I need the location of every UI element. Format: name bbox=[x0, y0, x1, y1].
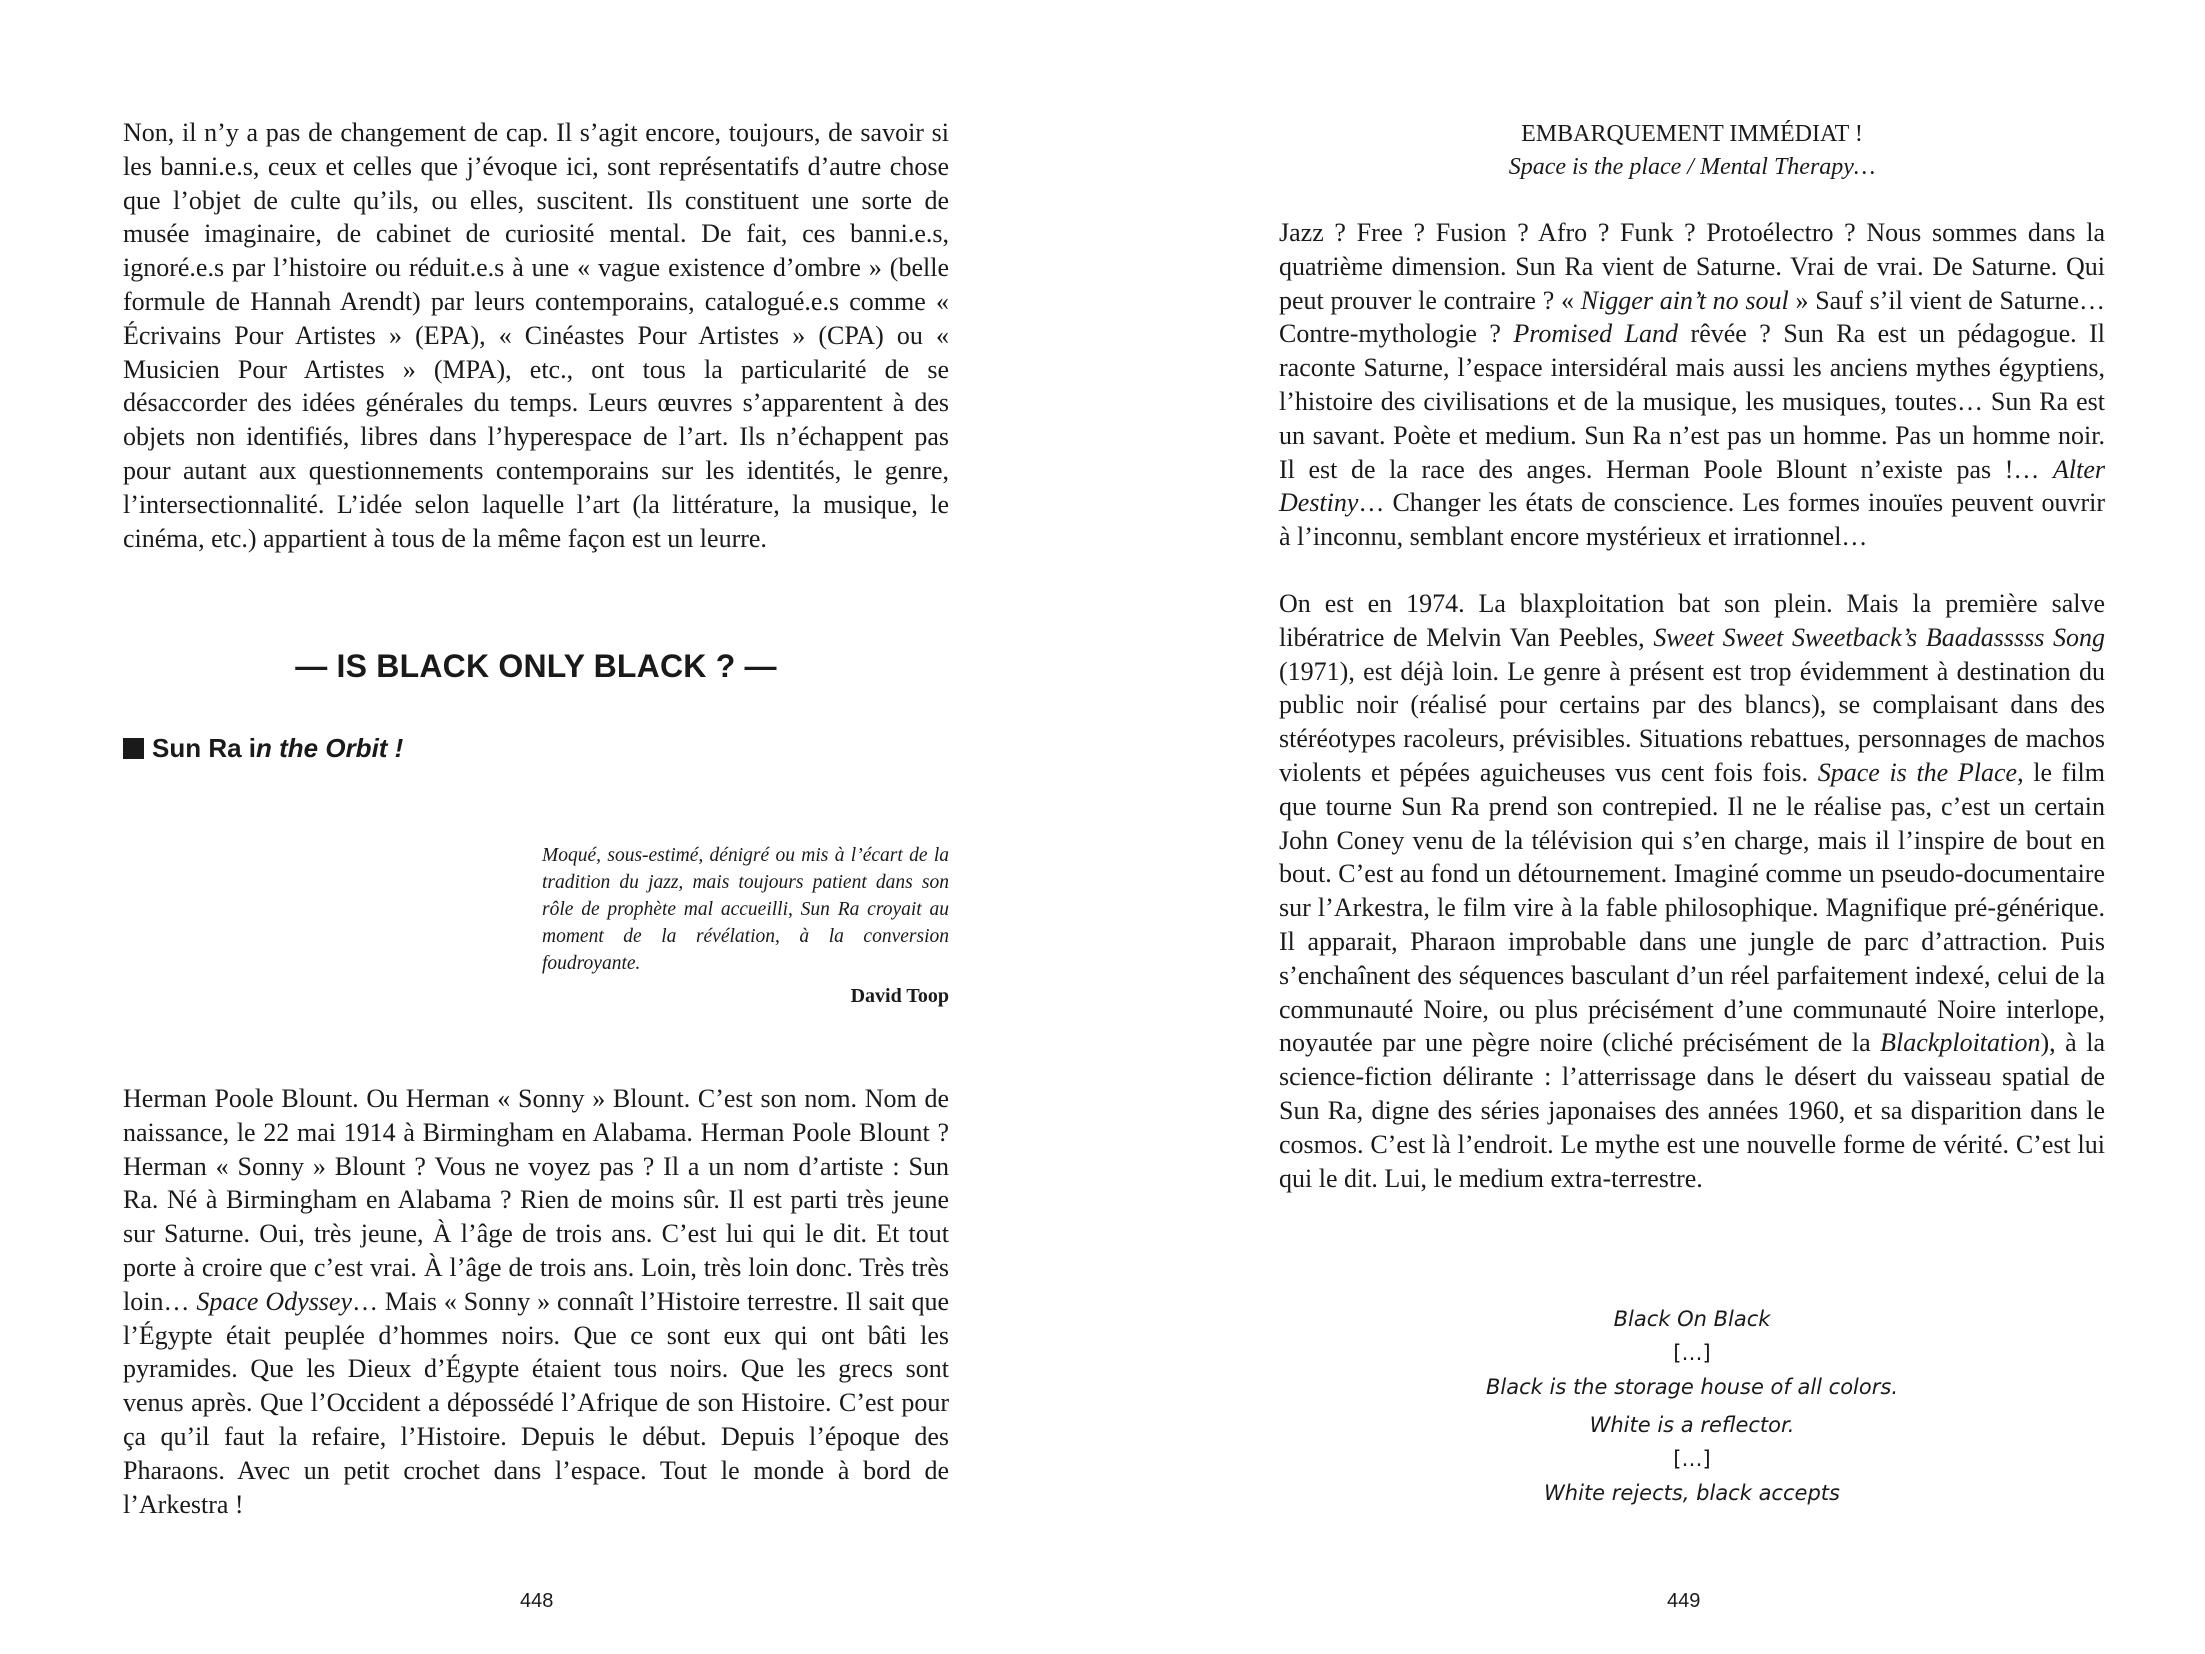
paragraph-2 bbox=[1279, 587, 2105, 1195]
running-head bbox=[1279, 118, 2105, 184]
text-segment: (1971), est déjà loin. Le genre à présent est trop évidemment à destination du public noir (réalisé pour certains par des blancs), se complaisant dans des stéréotypes racoleurs, prévisibles. Situations rebattues, personnages de machos violents et pépées aguicheuses vus cent fois fois. bbox=[1279, 656, 2105, 787]
text-italic: Alter Destiny bbox=[1279, 454, 2105, 518]
running-head-subtitle: Space is the place / Mental Therapy… bbox=[1508, 154, 1876, 180]
epigraph-quote: Moqué, sous-estimé, dénigré ou mis à l’écart de la tradition du jazz, mais toujours patient dans son rôle de prophète mal accueilli, Sun Ra croyait au moment de la révélation, à la conversion foudroyante. bbox=[542, 845, 949, 974]
subsection-heading bbox=[123, 733, 403, 764]
left-page bbox=[0, 0, 1102, 1654]
intro-paragraph: Non, il n’y a pas de changement de cap. Il s’agit encore, toujours, de savoir si les banni.e.s, ceux et celles que j’évoque ici, sont représentatifs d’autre chose que l’objet de culte qu’ils, ou elles, suscitent. Ils constituent une sorte de musée imaginaire, de cabinet de curiosité mental. De fait, ces banni.e.s, ignoré.e.s par l’histoire ou réduit.e.s à une « vague existence d’ombre » (belle formule de Hannah Arendt) par leurs contemporains, catalogué.e.s comme « Écrivains Pour Artistes » (EPA), « Cinéastes Pour Artistes » (CPA) ou « Musicien Pour Artistes » (MPA), etc., ont tous la particularité de se désaccorder des idées générales du temps. Leurs œuvres s’apparentent à des objets non identifiés, libres dans l’hyperespace de l’art. Ils n’échappent pas pour autant aux questionnements contemporains sur les identités, le genre, l’intersectionnalité. L’idée selon laquelle l’art (la littérature, la musique, le cinéma, etc.) appartient à tous de la même façon est un leurre. bbox=[123, 118, 949, 553]
body-text-italic: Space Odyssey bbox=[196, 1286, 353, 1316]
poem-excerpt bbox=[1279, 1300, 2105, 1512]
text-segment: » Sauf s’il vient de Saturne… Contre-mythologie ? bbox=[1279, 285, 2105, 349]
text-segment: … Changer les états de conscience. Les formes inouïes peuvent ouvrir à l’inconnu, semblant encore mystérieux et irrationnel… bbox=[1279, 488, 2105, 552]
square-bullet-icon bbox=[123, 738, 144, 759]
right-page bbox=[1102, 0, 2205, 1654]
text-segment: rêvée ? Sun Ra est un pédagogue. Il raconte Saturne, l’espace intersidéral mais aussi les anciens mythes égyptiens, l’histoire des civilisations et de la musique, les musiques, toutes… Sun Ra est un savant. Poète et medium. Sun Ra n’est pas un homme. Pas un homme noir. Il est de la race des anges. Herman Poole Blount n’existe pas !… bbox=[1279, 319, 2106, 484]
text-italic: Nigger ain’t no soul bbox=[1580, 285, 1789, 315]
poem-line: White rejects, black accepts bbox=[1544, 1481, 1840, 1505]
text-italic: Sweet Sweet Sweetback’s Baadasssss Song bbox=[1653, 622, 2106, 652]
text-segment: , le film que tourne Sun Ra prend son contrepied. Il ne le réalise pas, c’est un certain John Coney venu de la télévision qui s’en charge, mais il l’inspire de bout en bout. C’est au fond un détournement. Imaginé comme un pseudo-documentaire sur l’Arkestra, le film vire à la fable philosophique. Magnifique pré-générique. Il apparait, Pharaon improbable dans une jungle de parc d’attraction. Puis s’enchaînent des séquences basculant d’un réel parfaitement indexé, celui de la communauté Noire, ou plus précisément d’une communauté Noire interlope, noyautée par une pègre noire (cliché précisément de la bbox=[1279, 757, 2106, 1058]
paragraph-1 bbox=[1279, 216, 2105, 554]
running-head-title: EMBARQUEMENT IMMÉDIAT ! bbox=[1521, 121, 1863, 147]
body-text-segment: … Mais « Sonny » connaît l’Histoire terrestre. Il sait que l’Égypte était peuplée d’hommes noirs. Que ce sont eux qui ont bâti les pyramides. Que les Dieux d’Égypte étaient tous noirs. Que les grecs sont venus après. Que l’Occident a dépossédé l’Afrique de son Histoire. C’est pour ça qu’il faut la refaire, l’Histoire. Depuis le début. Depuis l’époque des Pharaons. Avec un petit crochet dans l’espace. Tout le monde à bord de l’Arkestra ! bbox=[123, 1286, 950, 1519]
text-italic: Blackploitation bbox=[1880, 1028, 2041, 1058]
body-paragraph bbox=[123, 1082, 949, 1521]
text-italic: Promised Land bbox=[1513, 319, 1679, 349]
page-number-left: 448 bbox=[520, 1590, 554, 1612]
body-text-segment: Herman Poole Blount. Ou Herman « Sonny » Blount. C’est son nom. Nom de naissance, le 22 mai 1914 à Birmingham en Alabama. Herman Poole Blount ? Herman « Sonny » Blount ? Vous ne voyez pas ? Il a un nom d’artiste : Sun Ra. Né à Birmingham en Alabama ? Rien de moins sûr. Il est parti très jeune sur Saturne. Oui, très jeune, À l’âge de trois ans. C’est lui qui le dit. Et tout porte à croire que c’est vrai. À l’âge de trois ans. Loin, très loin donc. Très très loin… bbox=[123, 1084, 949, 1316]
text-segment: On est en 1974. La blaxploitation bat son plein. Mais la première salve libératrice de Melvin Van Peebles, bbox=[1279, 589, 2105, 652]
poem-line: […] bbox=[1673, 1341, 1711, 1365]
page-number-right: 449 bbox=[1667, 1590, 1701, 1612]
epigraph-author: David Toop bbox=[850, 985, 949, 1007]
poem-line: Black On Black bbox=[1613, 1307, 1771, 1331]
text-italic: Space is the Place bbox=[1817, 757, 2018, 787]
poem-line: Black is the storage house of all colors. bbox=[1486, 1375, 1898, 1399]
section-title: — IS BLACK ONLY BLACK ? — bbox=[295, 648, 777, 684]
subsection-heading-part2: n the Orbit ! bbox=[256, 733, 404, 763]
poem-line: […] bbox=[1673, 1447, 1711, 1471]
text-segment: ), à la science-fiction délirante : l’atterrissage dans le désert du vaisseau spatial de Sun Ra, digne des séries japonaises des années 1960, et sa disparition dans le cosmos. C’est là l’endroit. Le mythe est une nouvelle forme de vérité. C’est lui qui le dit. Lui, le medium extra-terrestre. bbox=[1279, 1028, 2105, 1193]
text-segment: Jazz ? Free ? Fusion ? Afro ? Funk ? Protoélectro ? Nous sommes dans la quatrième dimension. Sun Ra vient de Saturne. Vrai de vrai. De Saturne. Qui peut prouver le contraire ? « bbox=[1279, 218, 2105, 315]
subsection-heading-part1: Sun Ra i bbox=[152, 733, 257, 763]
poem-line: White is a reflector. bbox=[1589, 1413, 1795, 1437]
